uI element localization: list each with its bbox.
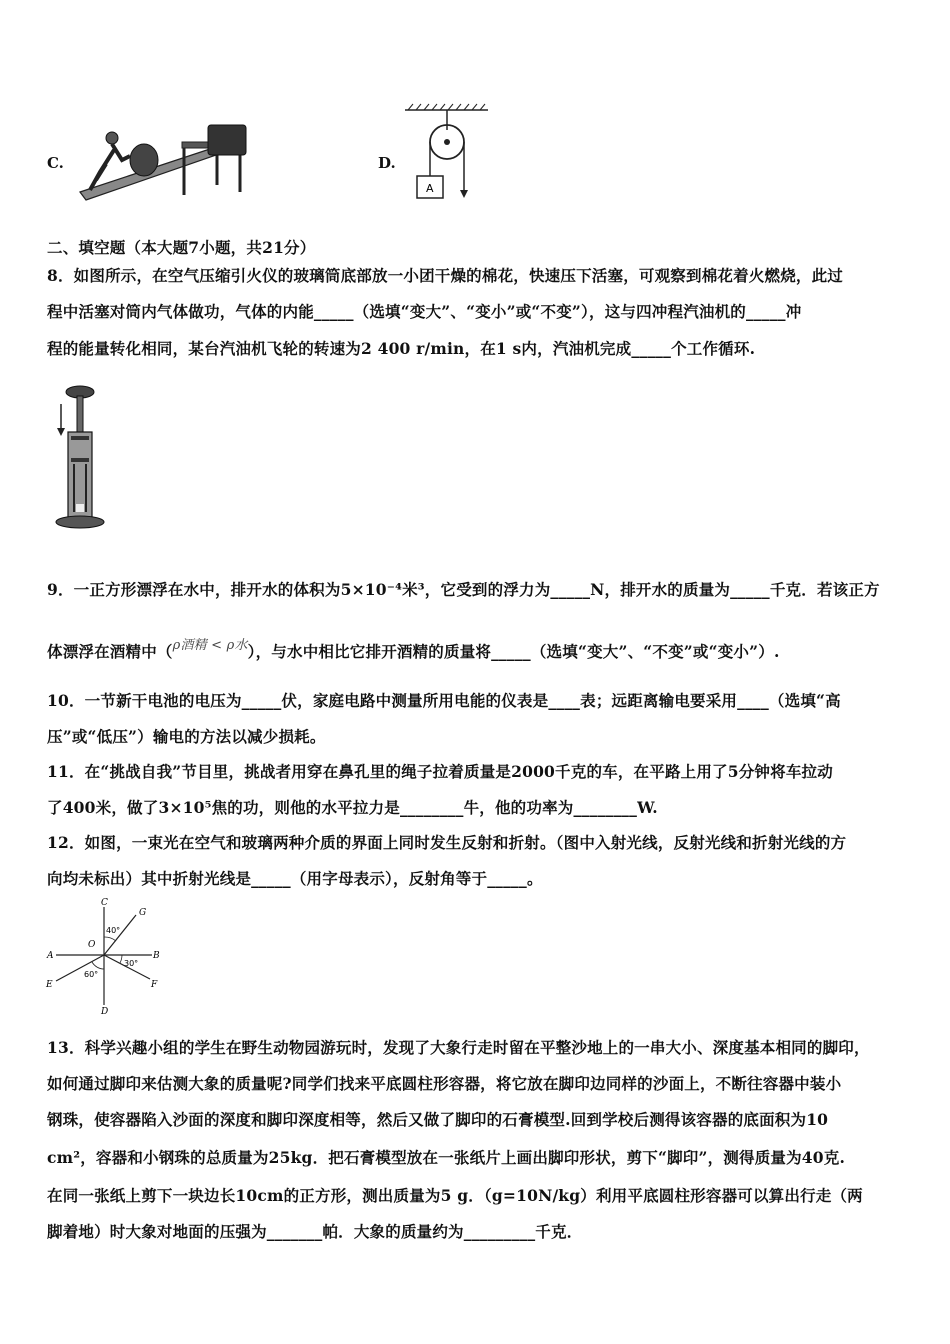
q12-line1: 12．如图，一束光在空气和玻璃两种介质的界面上同时发生反射和折射。（图中入射光线，反射光线和折射光线的方	[47, 833, 847, 852]
angle-30: 30°	[124, 959, 139, 968]
q10-line2: 压”或“低压”）输电的方法以减少损耗。	[47, 727, 326, 746]
section-heading: 二、填空题（本大题7小题，共21分）	[47, 238, 316, 257]
q9-line2	[47, 640, 780, 662]
q13-line2: 如何通过脚印来估测大象的质量呢?同学们找来平底圆柱形容器，将它放在脚印边同样的沙面上，不断往容器中装小	[47, 1074, 842, 1093]
option-d-label: D.	[378, 154, 396, 172]
q11-line1: 11．在“挑战自我”节目里，挑战者用穿在鼻孔里的绳子拉着质量是2000千克的车，在平路上用了5分钟将车拉动	[47, 762, 833, 781]
q12-line2: 向均未标出）其中折射光线是_____（用字母表示），反射角等于_____。	[47, 869, 543, 888]
q13-line4: cm²，容器和小钢珠的总质量为25kg．把石膏模型放在一张纸片上画出脚印形状，剪下“脚印”，测得质量为40克.	[47, 1148, 846, 1167]
angle-60: 60°	[84, 970, 99, 979]
density-expression: ρ酒精 < ρ水	[172, 638, 248, 653]
q8-line2: 程中活塞对筒内气体做功，气体的内能_____（选填“变大”、“变小”或“不变”），这与四冲程汽油机的_____冲	[47, 302, 802, 321]
label-d: D	[101, 1007, 109, 1015]
label-f: F	[151, 980, 158, 990]
q13-line6: 脚着地）时大象对地面的压强为_______帕．大象的质量约为_________千克．	[47, 1222, 583, 1241]
label-b: B	[153, 951, 160, 961]
pulley-figure	[400, 100, 495, 210]
label-a: A	[47, 951, 54, 961]
q10-line1: 10．一节新干电池的电压为_____伏，家庭电路中测量所用电能的仪表是____表；远距离输电要采用____（选填“高	[47, 691, 841, 710]
pulley-box-label: A	[426, 182, 434, 195]
ramp-figure	[72, 120, 252, 205]
igniter-figure	[52, 382, 112, 532]
q13-line3: 钢珠，使容器陷入沙面的深度和脚印深度相等，然后又做了脚印的石膏模型.回到学校后测得该容器的底面积为10	[47, 1110, 829, 1129]
option-c-label: C.	[47, 154, 64, 172]
label-o: O	[88, 940, 96, 950]
q11-line2: 了400米，做了3×10⁵焦的功，则他的水平拉力是________牛，他的功率为________W.	[47, 798, 658, 817]
q13-line5: 在同一张纸上剪下一块边长10cm的正方形，测出质量为5 g．（g=10N/kg）利用平底圆柱形容器可以算出行走（两	[47, 1186, 863, 1205]
q8-line1: 8．如图所示，在空气压缩引火仪的玻璃筒底部放一小团干燥的棉花，快速压下活塞，可观察到棉花着火燃烧，此过	[47, 266, 843, 285]
q13-line1: 13．科学兴趣小组的学生在野生动物园游玩时，发现了大象行走时留在平整沙地上的一串大小、深度基本相同的脚印，	[47, 1038, 870, 1057]
label-g: G	[139, 908, 147, 918]
label-e: E	[46, 980, 53, 990]
q8-line3: 程的能量转化相同，某台汽油机飞轮的转速为2 400 r/min，在1 s内，汽油机完成_____个工作循环.	[47, 339, 756, 358]
q9-line2-post: ），与水中相比它排开酒精的质量将_____（选填“变大”、“不变”或“变小”）.	[247, 642, 780, 661]
angle-40: 40°	[106, 926, 121, 935]
label-c: C	[101, 898, 108, 908]
light-ray-figure	[42, 895, 167, 1015]
q9-line1: 9．一正方形漂浮在水中，排开水的体积为5×10⁻⁴米³，它受到的浮力为_____N，排开水的质量为_____千克．若该正方	[47, 580, 880, 599]
q9-line2-pre: 体漂浮在酒精中（	[47, 642, 173, 661]
